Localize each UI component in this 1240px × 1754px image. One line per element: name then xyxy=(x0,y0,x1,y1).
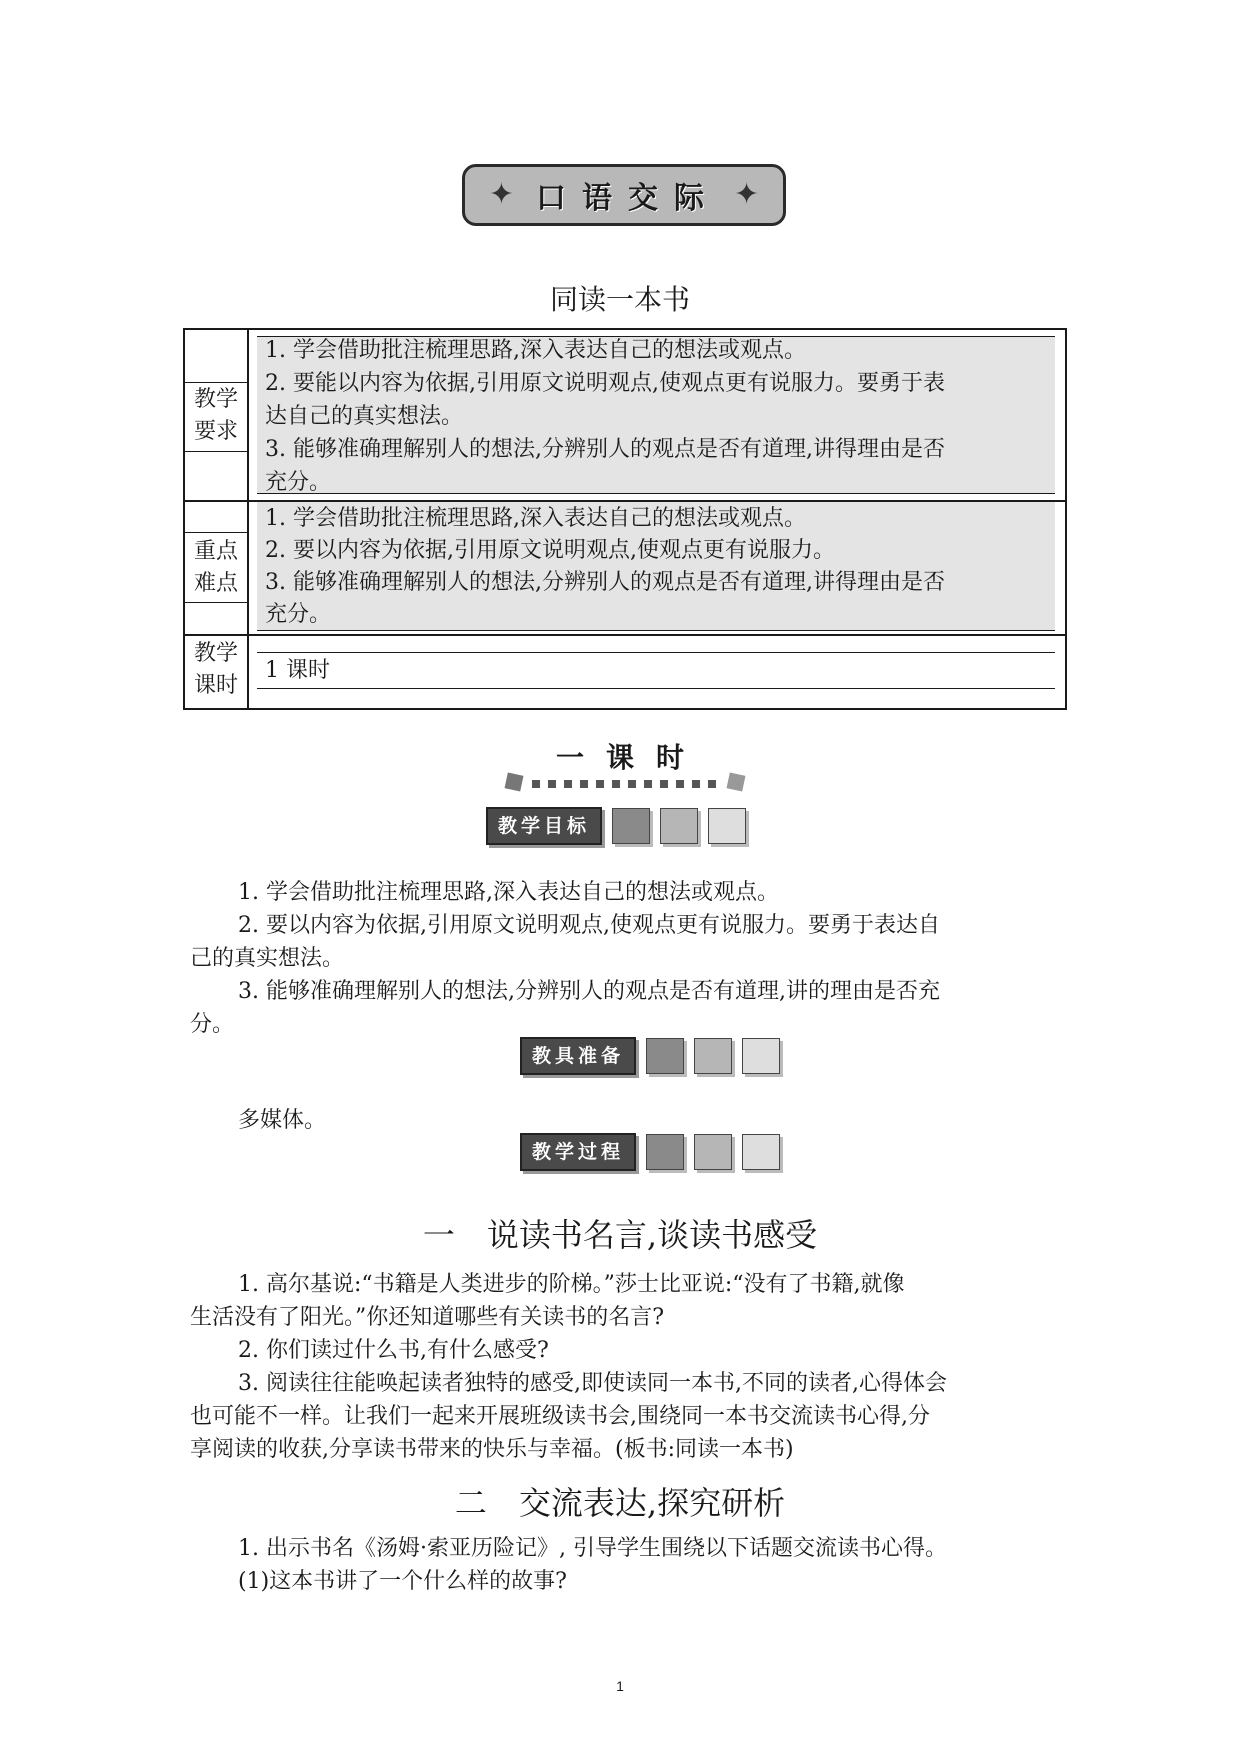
row-content xyxy=(257,636,1055,708)
title-banner xyxy=(462,164,786,226)
goal-2: 2. 要以内容为依据,引用原文说明观点,使观点更有说服力。要勇于表达自 xyxy=(238,913,940,938)
row-label xyxy=(185,502,249,634)
section-1-p1: 1. 高尔基说:“书籍是人类进步的阶梯。”莎士比亚说:“没有了书籍,就像 xyxy=(238,1272,905,1297)
requirement-line: 2. 要能以内容为依据,引用原文说明观点,使观点更有说服力。要勇于表 xyxy=(265,371,945,396)
requirement-line: 达自己的真实想法。 xyxy=(265,404,464,429)
label-line: 重点 xyxy=(193,539,238,564)
tag-teaching-process xyxy=(520,1134,780,1170)
decorative-divider xyxy=(506,774,744,792)
requirements-table xyxy=(183,328,1067,710)
table-row-key-points xyxy=(185,502,1065,636)
key-point-line: 充分。 xyxy=(265,602,332,627)
goal-3-cont: 分。 xyxy=(190,1012,235,1037)
label-line: 课时 xyxy=(193,673,238,698)
square-icon xyxy=(727,773,746,792)
section-1-p3-cont: 也可能不一样。让我们一起来开展班级读书会,围绕同一本书交流读书心得,分 xyxy=(190,1404,930,1429)
row-content xyxy=(257,502,1055,634)
goal-3: 3. 能够准确理解别人的想法,分辨别人的观点是否有道理,讲的理由是否充 xyxy=(238,979,940,1004)
class-hours-value: 1 课时 xyxy=(265,658,330,683)
star-right-icon: ✦ xyxy=(734,177,760,212)
tag-label: 教学过程 xyxy=(520,1133,636,1171)
requirement-line: 充分。 xyxy=(265,470,332,495)
tag-label: 教具准备 xyxy=(520,1037,636,1075)
section-1-p2: 2. 你们读过什么书,有什么感受? xyxy=(238,1338,549,1363)
section-1-p1-cont: 生活没有了阳光。”你还知道哪些有关读书的名言? xyxy=(190,1305,665,1330)
tag-teaching-goals xyxy=(486,808,746,844)
requirement-line: 1. 学会借助批注梳理思路,深入表达自己的想法或观点。 xyxy=(265,338,806,363)
star-left-icon: ✦ xyxy=(488,177,514,212)
section-1-p3: 3. 阅读往往能唤起读者独特的感受,即使读同一本书,不同的读者,心得体会 xyxy=(238,1371,947,1396)
period-title: 一课时 xyxy=(555,741,706,774)
section-1-heading: 一 说读书名言,谈读书感受 xyxy=(422,1216,818,1254)
lesson-title: 同读一本书 xyxy=(549,283,690,316)
row-label xyxy=(185,330,249,500)
label-line: 教学 xyxy=(193,641,238,666)
goal-1: 1. 学会借助批注梳理思路,深入表达自己的想法或观点。 xyxy=(238,880,779,905)
table-row-class-hours xyxy=(185,636,1065,708)
section-2-p1: 1. 出示书名《汤姆·索亚历险记》, 引导学生围绕以下话题交流读书心得。 xyxy=(238,1536,947,1561)
key-point-line: 1. 学会借助批注梳理思路,深入表达自己的想法或观点。 xyxy=(265,506,806,531)
row-content xyxy=(257,330,1055,500)
requirement-line: 3. 能够准确理解别人的想法,分辨别人的观点是否有道理,讲得理由是否 xyxy=(265,437,945,462)
square-icon xyxy=(505,773,524,792)
label-line: 教学 xyxy=(193,387,238,412)
section-1-p3-cont2: 享阅读的收获,分享读书带来的快乐与幸福。(板书:同读一本书) xyxy=(190,1437,794,1462)
section-2-p2: (1)这本书讲了一个什么样的故事? xyxy=(238,1569,567,1594)
page-number: 1 xyxy=(616,1678,624,1694)
tag-teaching-tools xyxy=(520,1038,780,1074)
label-line: 要求 xyxy=(193,419,238,444)
table-row-requirements xyxy=(185,330,1065,502)
goal-2-cont: 己的真实想法。 xyxy=(190,946,345,971)
row-label xyxy=(185,636,249,708)
key-point-line: 2. 要以内容为依据,引用原文说明观点,使观点更有说服力。 xyxy=(265,538,835,563)
tag-label: 教学目标 xyxy=(486,807,602,845)
tools-text: 多媒体。 xyxy=(238,1108,327,1133)
key-point-line: 3. 能够准确理解别人的想法,分辨别人的观点是否有道理,讲得理由是否 xyxy=(265,570,945,595)
banner-title: 口语交际 xyxy=(536,181,720,216)
section-2-heading: 二 交流表达,探究研析 xyxy=(454,1484,786,1522)
label-line: 难点 xyxy=(193,571,238,596)
